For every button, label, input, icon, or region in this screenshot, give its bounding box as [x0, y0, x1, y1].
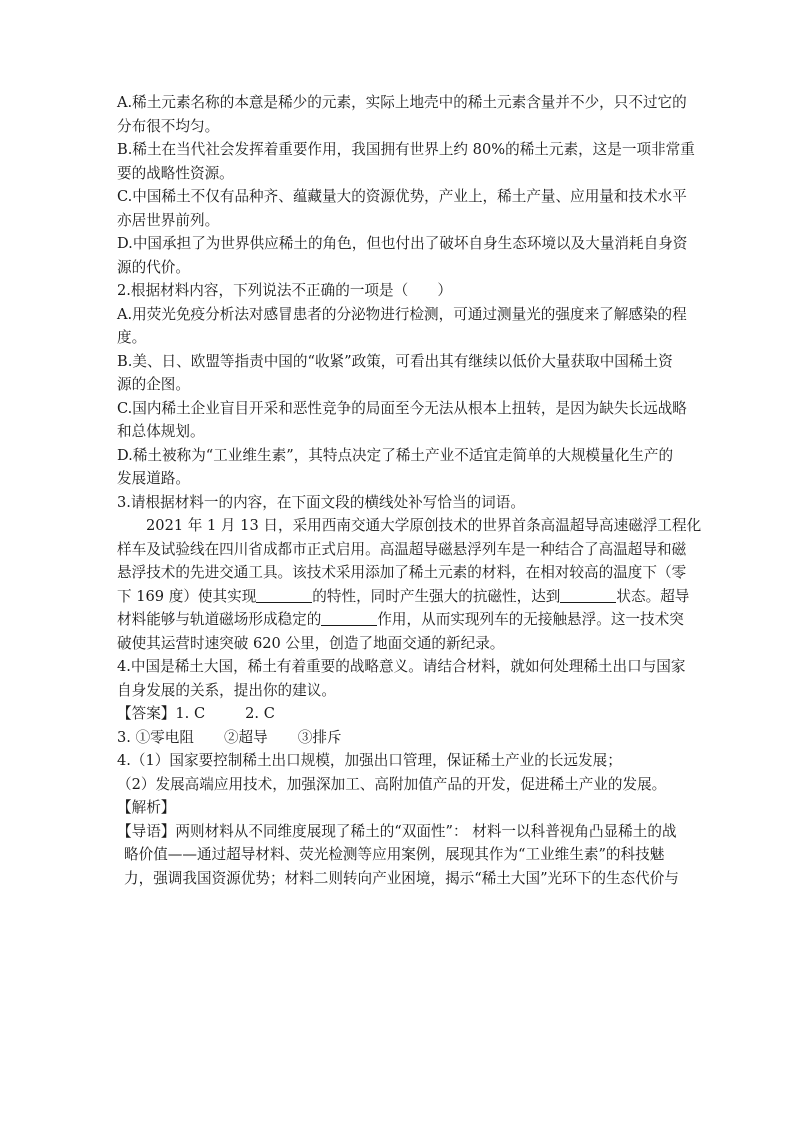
q1-option-c	[117, 185, 687, 232]
answer-line: 4.（1）国家要控制稀土出口规模，加强出口管理，保证稀土产业的长远发展；	[117, 752, 622, 769]
text-line: D.中国承担了为世界供应稀土的角色，但也付出了破坏自身生态环境以及大量消耗自身资	[117, 235, 688, 252]
text-line: 要的战略性资源。	[117, 164, 234, 182]
q1-option-b	[117, 138, 695, 185]
q4	[117, 655, 686, 702]
text-line: C.国内稀土企业盲目开采和恶性竞争的局面至今无法从根本上扭转，是因为缺失长远战略	[117, 399, 687, 417]
answer-2: 2. C	[245, 705, 275, 722]
text-span: 作用，从而实现列车的无接触悬浮。这一技术突	[377, 611, 684, 628]
text-line: B.美、日、欧盟等指责中国的“收紧”政策，可看出其有继续以低价大量获取中国稀土资	[117, 352, 673, 370]
text-line: D.稀土被称为“工业维生素”，其特点决定了稀土产业不适宜走简单的大规模量化生产的	[117, 446, 674, 464]
answer-3-3: ③排斥	[297, 728, 342, 746]
text-line: 力，强调我国资源优势；材料二则转向产业困境，揭示“稀土大国”光环下的生态代价与	[124, 869, 679, 887]
q3-passage	[117, 514, 702, 655]
q1-option-a	[117, 91, 687, 138]
blank-3	[321, 610, 377, 626]
text-line: 4.中国是稀土大国，稀土有着重要的战略意义。请结合材料，就如何处理稀土出口与国家	[117, 658, 686, 675]
answer-line	[117, 726, 673, 750]
q2-stem: 2.根据材料内容，下列说法不正确的一项是（ ）	[117, 282, 452, 299]
q2-option-c	[117, 397, 687, 444]
text-line: 亦居世界前列。	[117, 211, 220, 229]
text-line: 破使其运营时速突破 620 公里，创造了地面交通的新纪录。	[117, 634, 505, 652]
text-line: 【导语】两则材料从不同维度展现了稀土的“双面性”： 材料一以科普视角凸显稀土的战	[117, 822, 677, 840]
text-line: A.稀土元素名称的本意是稀少的元素，实际上地壳中的稀土元素含量并不少，只不过它的	[117, 94, 687, 111]
analysis-section	[117, 796, 679, 890]
text-span: 的特性，同时产生强大的抗磁性，达到	[312, 587, 561, 605]
document-page	[117, 91, 702, 890]
blank-2	[560, 587, 616, 603]
text-line: 源的代价。	[117, 258, 190, 276]
text-line: C.中国稀土不仅有品种齐、蕴藏量大的资源优势，产业上，稀土产量、应用量和技术水平	[117, 188, 687, 205]
q1-option-d	[117, 232, 688, 279]
text-line: 2021 年 1 月 13 日，采用西南交通大学原创技术的世界首条高温超导高速磁浮工程化	[146, 517, 702, 534]
text-line: 度。	[117, 329, 147, 346]
text-line	[117, 608, 684, 632]
text-span: 状态。超导	[616, 587, 690, 605]
text-line: 分布很不均匀。	[117, 117, 220, 135]
text-line: 悬浮技术的先进交通工具。该技术采用添加了稀土元素的材料，在相对较高的温度下（零	[117, 564, 687, 581]
answer-section	[117, 702, 673, 796]
text-line	[117, 585, 690, 609]
text-line: 略价值——通过超导材料、荧光检测等应用案例，展现其作为“工业维生素”的科技魅	[124, 846, 665, 863]
text-line: A.用荧光免疫分析法对感冒患者的分泌物进行检测，可通过测量光的强度来了解感染的程	[117, 305, 687, 323]
answer-3-2: ②超导	[223, 728, 268, 746]
answer-line: （2）发展高端应用技术，加强深加工、高附加值产品的开发，促进稀土产业的发展。	[117, 775, 667, 793]
q3-stem: 3.请根据材料一的内容，在下面文段的横线处补写恰当的词语。	[117, 493, 525, 511]
q2-option-b	[117, 350, 673, 397]
text-line: B.稀土在当代社会发挥着重要作用，我国拥有世界上约 80%的稀土元素，这是一项非常重	[117, 141, 695, 158]
blank-1	[256, 587, 312, 603]
text-line: 发展道路。	[117, 470, 190, 487]
answer-line	[117, 702, 673, 726]
analysis-heading: 【解析】	[117, 799, 176, 816]
text-line: 样车及试验线在四川省成都市正式启用。高温超导磁悬浮列车是一种结合了高温超导和磁	[117, 540, 687, 558]
text-span: 下 169 度）使其实现	[117, 587, 257, 605]
answer-label: 【答案】	[117, 705, 176, 722]
text-line: 和总体规划。	[117, 423, 205, 440]
text-line: 自身发展的关系，提出你的建议。	[117, 681, 336, 699]
q2-option-a	[117, 303, 687, 350]
text-span: 材料能够与轨道磁场形成稳定的	[117, 611, 322, 628]
answer-1: 1. C	[175, 705, 206, 722]
q2-option-d	[117, 444, 673, 491]
text-line: 源的企图。	[117, 376, 190, 393]
answer-3-1: 3. ①零电阻	[117, 728, 194, 746]
